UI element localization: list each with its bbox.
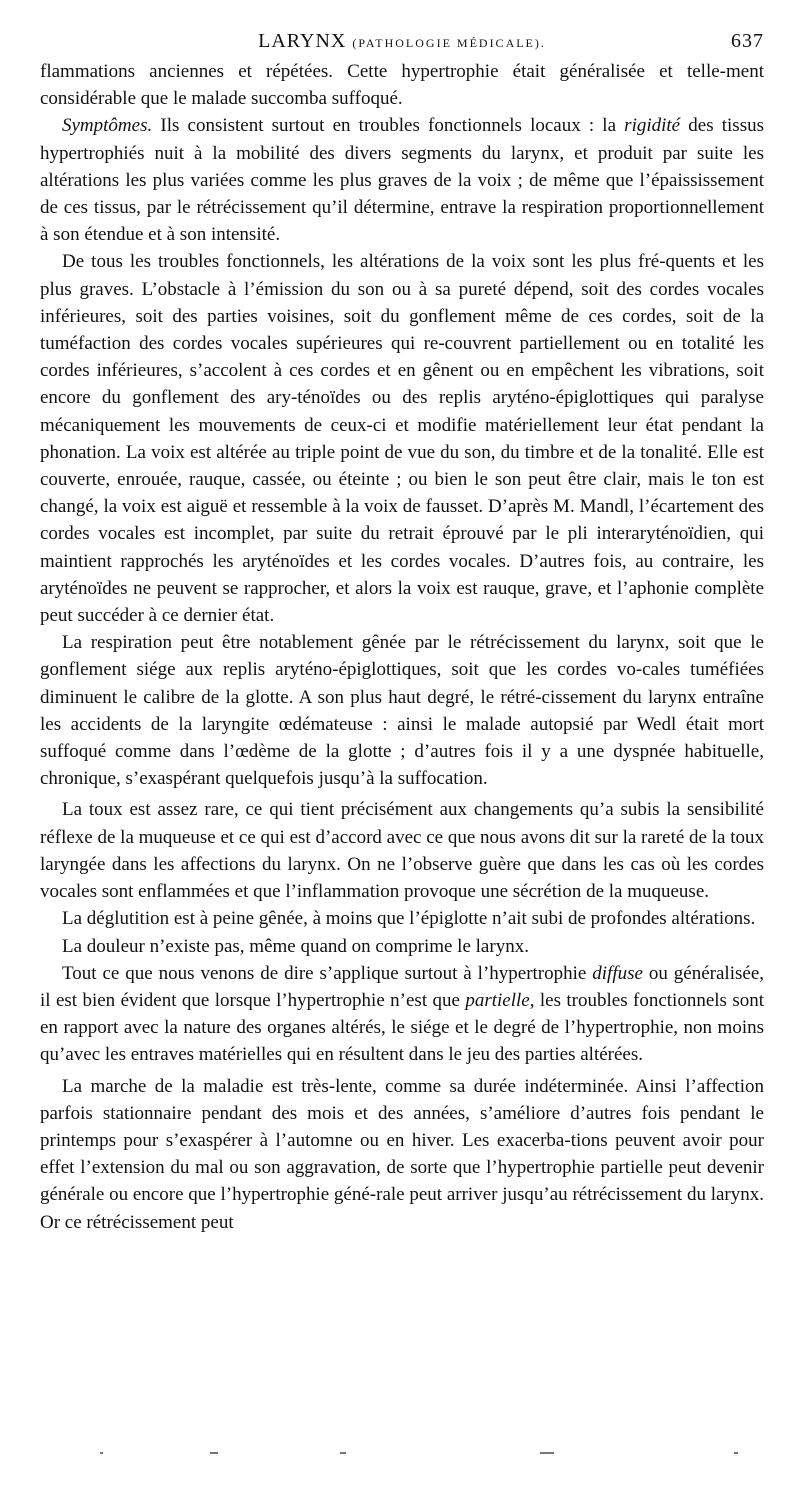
paragraph (40, 1073, 764, 1236)
text-run: Tout ce que nous venons de dire s’applique surtout à l’hypertrophie (62, 962, 593, 984)
text-run: La toux est assez rare, ce qui tient précisément aux changements qu’a subis la sensibilité réflexe de la muqueuse et ce qui est d’accord avec ce que nous avons dit sur la rareté de la toux laryngée dans les affections du larynx. On ne l’observe guère que dans les cas où les cordes vocales sont enflammées et que l’inflammation provoque une sécrétion de la muqueuse. (40, 799, 764, 903)
paragraph (40, 58, 764, 112)
text-run: La marche de la maladie est très-lente, comme sa durée indéterminée. Ainsi l’affection parfois stationnaire pendant des mois et des années, s’améliore d’autres fois pendant le printemps pour s’exaspérer à l’automne ou en hiver. Les exacerba-tions peuvent avoir pour effet l’extension du mal ou son aggravation, de sorte que l’hypertrophie partielle peut devenir générale ou encore que l’hypertrophie géné-rale peut arriver jusqu’au rétrécissement du larynx. Or ce rétrécissement peut (40, 1075, 764, 1233)
text-run: La respiration peut être notablement gênée par le rétrécissement du larynx, soit que le gonflement siége aux replis aryténo-épiglottiques, soit que les cordes vo-cales tuméfiées diminuent le calibre de la glotte. A son plus haut degré, le rétré-cissement du larynx entraîne les accidents de la laryngite œdémateuse : ainsi le malade autopsié par Wedl était mort suffoqué comme dans l’œdème de la glotte ; d’autres fois il y a une dyspnée habituelle, chronique, s’exaspérant quelquefois jusqu’à la suffocation. (40, 632, 764, 790)
document-page (40, 30, 764, 1236)
running-title-subtitle: (PATHOLOGIE MÉDICALE). (352, 36, 546, 50)
italic-text: rigidité (624, 115, 681, 137)
body-text (40, 58, 764, 1236)
paragraph (40, 796, 764, 905)
paragraph (40, 112, 764, 248)
paragraph (40, 933, 764, 960)
page-number: 637 (731, 30, 764, 52)
scan-specks (40, 1452, 764, 1456)
paragraph (40, 629, 764, 792)
paragraph (40, 905, 764, 932)
text-run: Ils consistent surtout en troubles fonctionnels locaux : la (152, 115, 625, 137)
scan-speck (540, 1452, 554, 1454)
text-run: flammations anciennes et répétées. Cette hypertrophie était généralisée et telle-ment considérable que le malade succomba suffoqué. (40, 61, 764, 110)
running-head (40, 30, 764, 58)
italic-text: Symptômes. (62, 115, 153, 137)
text-run: ou généralisée, il est bien évident que lorsque l’hypertrophie n’est que (40, 962, 764, 1011)
scan-speck (734, 1452, 738, 1454)
text-run: les troubles fonctionnels sont en rapport avec la nature des organes altérés, le siége et le degré de l’hypertrophie, non moins qu’avec les entraves matérielles qui en résultent dans le jeu des parties altérées. (40, 989, 765, 1066)
paragraph (40, 960, 764, 1069)
text-run: La déglutition est à peine gênée, à moins que l’épiglotte n’ait subi de profondes altérations. (62, 908, 756, 930)
running-title-main: LARYNX (258, 30, 347, 52)
running-title (40, 30, 764, 53)
paragraph (40, 248, 764, 629)
italic-text: diffuse (592, 962, 643, 984)
italic-text: partielle, (465, 989, 535, 1011)
text-run: De tous les troubles fonctionnels, les altérations de la voix sont les plus fré-quents et les plus graves. L’obstacle à l’émission du son ou à sa pureté dépend, soit des cordes vocales inférieures, soit des parties voisines, soit du gonflement même de ces cordes, soit de la tuméfaction des cordes vocales supérieures qui re-couvrent partiellement ou en totalité les cordes inférieures, s’accolent à ces cordes et en gênent ou en empêchent les vibrations, soit encore du gonflement des ary-ténoïdes ou des replis aryténo-épiglottiques qui paralyse mécaniquement les mouvements de ceux-ci et modifie matériellement leur état pendant la phonation. La voix est altérée au triple point de vue du son, du timbre et de la tonalité. Elle est couverte, enrouée, rauque, cassée, ou éteinte ; ou bien le son peut être clair, mais le ton est changé, la voix est aiguë et ressemble à la voix de fausset. D’après M. Mandl, l’écartement des cordes vocales est incomplet, par suite du retrait éprouvé par le pli interaryténoïdien, qui maintient rapprochés les aryténoïdes et les cordes vocales. D’autres fois, au contraire, les aryténoïdes ne peuvent se rapprocher, et alors la voix est rauque, grave, et l’aphonie complète peut succéder à ce dernier état. (40, 251, 764, 627)
scan-speck (340, 1452, 346, 1454)
text-run: des tissus hypertrophiés nuit à la mobilité des divers segments du larynx, et produit par suite les altérations les plus variées comme les plus graves de la voix ; de même que l’épaississement de ces tissus, par le rétrécissement qu’il détermine, entrave la respiration proportionnellement à son étendue et à son intensité. (40, 115, 764, 246)
text-run: La douleur n’existe pas, même quand on comprime le larynx. (62, 935, 529, 957)
scan-speck (100, 1452, 103, 1454)
scan-speck (210, 1452, 218, 1454)
